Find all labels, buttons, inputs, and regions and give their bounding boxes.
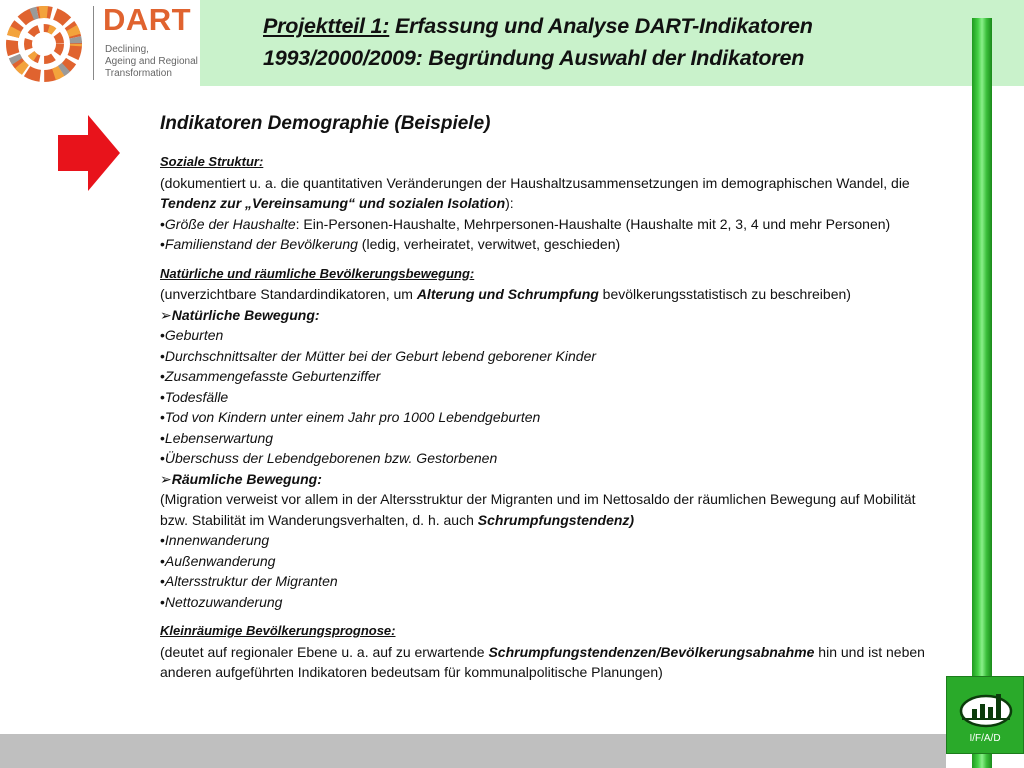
logo-subtitle-line: Transformation <box>105 68 172 79</box>
bullet-icon: • <box>160 552 165 569</box>
bullet-icon: • <box>160 532 165 548</box>
dart-logo <box>0 0 200 86</box>
list-item <box>160 530 940 551</box>
slide-content <box>160 112 940 683</box>
bullet-icon: • <box>160 327 165 343</box>
emphasis-span: Schrumpfungstendenzen/Bevölkerungsabnahme <box>488 643 815 660</box>
raeumlich-description <box>160 489 940 530</box>
bullet-icon: • <box>160 236 165 252</box>
page-title-line-1 <box>263 14 813 39</box>
list-item <box>160 448 940 469</box>
item-label: Tod von Kindern unter einem Jahr pro 1000 Lebendgeburten <box>164 409 541 425</box>
item-label: Größe der Haushalte <box>164 215 296 232</box>
logo-subtitle-line: Declining, <box>105 44 149 55</box>
bewegung-description <box>160 284 940 305</box>
logo-subtitle <box>105 44 198 80</box>
text-span: (deutet auf regionaler Ebene u. a. auf zu erwartende <box>160 643 489 660</box>
item-label: Nettozuwanderung <box>164 593 283 610</box>
text-span: (Migration verweist vor allem in der Altersstruktur der Migranten und im Nettosaldo der räumlichen Bewegung auf Mobilität bzw. Stabilität im Wanderungsverhalten, d. h. auch <box>160 491 916 528</box>
text-span: ): <box>505 195 514 211</box>
item-label: Zusammengefasste Geburtenziffer <box>164 368 381 384</box>
subsection-natuerlich <box>160 305 940 326</box>
subsection-raeumlich <box>160 469 940 490</box>
emphasis-span: Alterung und Schrumpfung <box>416 286 599 302</box>
list-item <box>160 387 940 408</box>
section-title-soziale: Soziale Struktur: <box>160 154 264 169</box>
ifad-label: I/F/A/D <box>969 733 1001 744</box>
list-item <box>160 407 940 428</box>
subsection-label: Natürliche Bewegung: <box>171 306 320 323</box>
item-label: Lebenserwartung <box>164 429 274 446</box>
bullet-icon: • <box>160 368 165 384</box>
list-item <box>160 214 940 235</box>
red-arrow-icon <box>58 115 120 191</box>
text-span: (dokumentiert u. a. die quantitativen Veränderungen der Haushaltzusammensetzungen im demographischen Wandel, die <box>160 174 910 191</box>
list-item <box>160 366 940 387</box>
logo-title: DART <box>103 2 192 37</box>
bullet-icon: • <box>160 409 165 425</box>
item-text: (ledig, verheiratet, verwitwet, geschieden) <box>357 236 621 252</box>
list-item <box>160 428 940 449</box>
subsection-label: Räumliche Bewegung: <box>171 470 322 487</box>
green-pillar <box>972 18 992 768</box>
bullet-icon: • <box>160 450 165 466</box>
list-item <box>160 551 940 572</box>
bullet-icon: • <box>160 347 165 364</box>
page-title-line-2: 1993/2000/2009: Begründung Auswahl der Indikatoren <box>263 46 805 70</box>
item-label: Außenwanderung <box>164 552 276 569</box>
soziale-description <box>160 173 940 214</box>
prognose-description <box>160 642 940 683</box>
arrow-bullet-icon: ➢ <box>160 470 172 487</box>
list-item <box>160 571 940 592</box>
emphasis-span: Tendenz zur „Vereinsamung“ und sozialen Isolation <box>160 195 506 211</box>
item-text: : Ein-Personen-Haushalte, Mehrpersonen-Haushalte (Haushalte mit 2, 3, 4 und mehr Personen) <box>295 215 891 232</box>
item-label: Innenwanderung <box>164 532 270 548</box>
list-item <box>160 234 940 255</box>
logo-subtitle-line: Ageing and Regional <box>105 56 198 67</box>
section-title-bewegung: Natürliche und räumliche Bevölkerungsbewegung: <box>160 265 475 281</box>
dart-wheel-icon <box>4 4 84 84</box>
content-heading: Indikatoren Demographie (Beispiele) <box>160 113 491 134</box>
bullet-icon: • <box>160 573 165 589</box>
bullet-icon: • <box>160 429 165 446</box>
ifad-logo <box>946 676 1024 754</box>
list-item <box>160 325 940 346</box>
item-label: Familienstand der Bevölkerung <box>164 236 358 252</box>
logo-divider <box>93 6 94 80</box>
section-title-prognose: Kleinräumige Bevölkerungsprognose: <box>160 623 396 638</box>
ifad-chart-icon <box>958 689 1014 729</box>
item-label: Todesfälle <box>164 388 229 405</box>
title-line-1-text: Erfassung und Analyse DART-Indikatoren <box>389 14 813 38</box>
footer-bar <box>0 734 946 768</box>
item-label: Überschuss der Lebendgeborenen bzw. Gestorbenen <box>164 450 498 466</box>
list-item <box>160 592 940 613</box>
bullet-icon: • <box>160 388 165 405</box>
list-item <box>160 346 940 367</box>
item-label: Geburten <box>164 327 224 343</box>
bullet-icon: • <box>160 215 165 232</box>
item-label: Durchschnittsalter der Mütter bei der Geburt lebend geborener Kinder <box>164 347 597 364</box>
emphasis-span: Schrumpfungstendenz) <box>477 511 635 528</box>
bullet-icon: • <box>160 593 165 610</box>
text-span: (unverzichtbare Standardindikatoren, um <box>160 286 417 302</box>
text-span: hin und ist neben anderen aufgeführten Indikatoren bedeutsam für kommunalpolitische Planungen) <box>160 643 925 680</box>
item-label: Altersstruktur der Migranten <box>164 573 338 589</box>
text-span: bevölkerungsstatistisch zu beschreiben) <box>598 286 851 302</box>
arrow-bullet-icon: ➢ <box>160 306 172 323</box>
title-prefix: Projektteil 1: <box>263 14 390 38</box>
